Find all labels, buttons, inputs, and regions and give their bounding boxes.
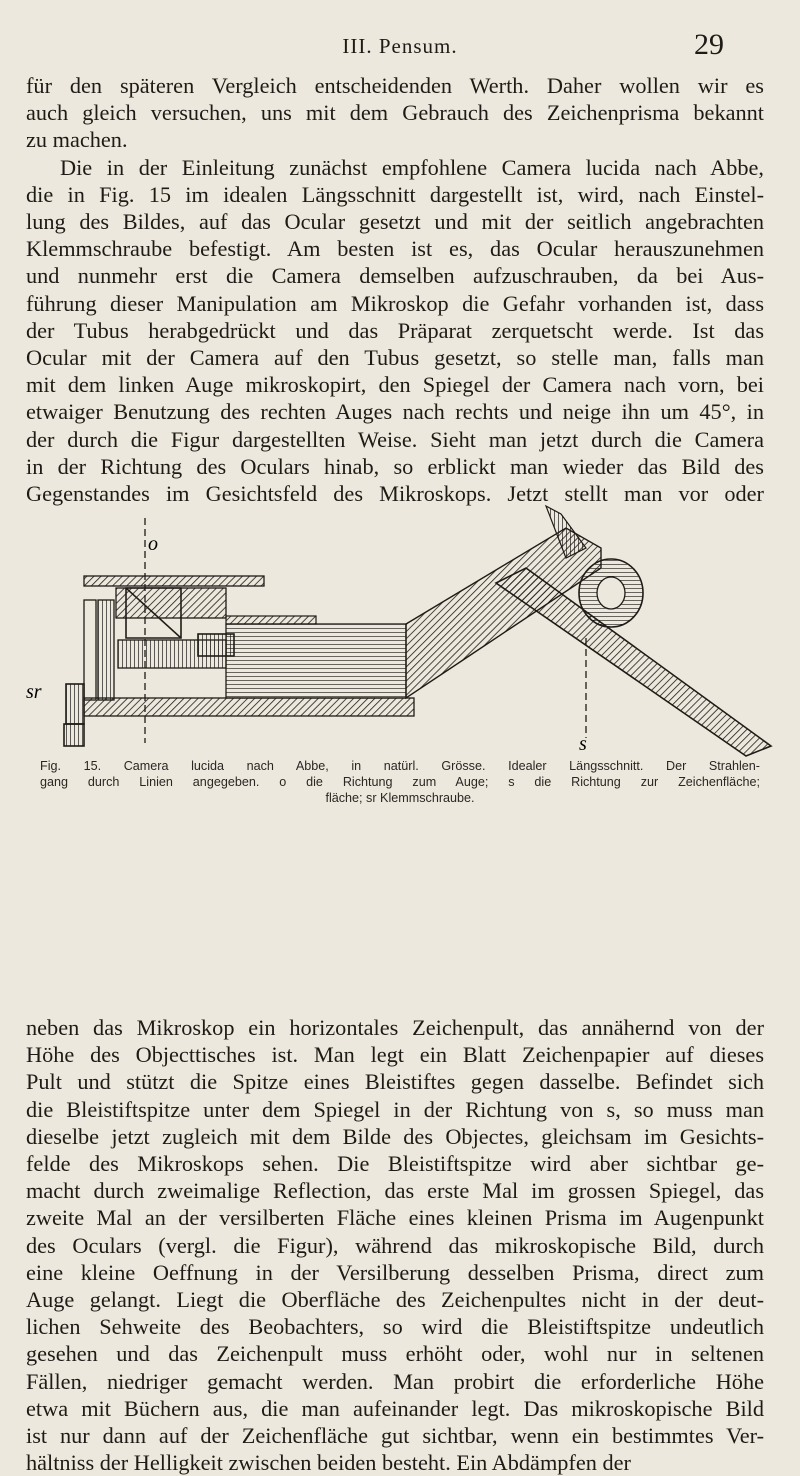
body-text-bottom <box>26 1014 764 1476</box>
text-line: mit dem linken Auge mikroskopirt, den Spiegel der Camera nach vorn, bei <box>26 372 764 398</box>
text-line: lung des Bildes, auf das Ocular gesetzt und mit der seitlich angebrachten <box>26 209 764 235</box>
text-line: macht durch zweimalige Reflection, das erste Mal im grossen Spiegel, das <box>26 1178 764 1204</box>
label-sr: sr <box>26 681 42 703</box>
page-header <box>0 28 800 64</box>
text-line: etwaiger Benutzung des rechten Auges nach rechts und neige ihn um 45°, in <box>26 399 764 425</box>
running-title: III. Pensum. <box>342 34 458 58</box>
arm-top-strip <box>226 616 316 624</box>
text-line: Die in der Einleitung zunächst empfohlene Camera lucida nach Abbe, <box>60 154 764 180</box>
caption-line: gang durch Linien angegeben. o die Richtung zum Auge; s die Richtung zur Zeichenfläche; <box>40 775 760 789</box>
text-line: Klemmschraube befestigt. Am besten ist es, das Ocular herauszunehmen <box>26 236 764 262</box>
ocular-cap <box>116 588 226 618</box>
body-text-top <box>26 72 764 507</box>
text-line: des Oculars (vergl. die Figur), während das mikroskopische Bild, durch <box>26 1232 764 1258</box>
text-line: zweite Mal an der versilberten Fläche eines kleinen Prisma im Augenpunkt <box>26 1205 764 1231</box>
clamp-screw <box>66 684 84 724</box>
text-line: lichen Sehweite des Beobachters, so wird die Bleistiftspitze undeutlich <box>26 1314 764 1340</box>
lower-arm <box>84 698 414 716</box>
text-line: dieselbe jetzt zugleich mit dem Bilde des Objectes, gleichsam im Gesichts- <box>26 1123 764 1149</box>
left-sleeve <box>98 600 114 700</box>
arm-body <box>226 624 406 698</box>
text-line: neben das Mikroskop ein horizontales Zeichenpult, das annähernd von der <box>26 1015 764 1040</box>
label-s: s <box>579 733 587 755</box>
text-line: ist nur dann auf der Zeichenfläche gut sichtbar, wenn ein bestimmtes Ver- <box>26 1423 764 1449</box>
text-line: gesehen und das Zeichenpult muss erhöht oder, wohl nur in seltenen <box>26 1341 764 1367</box>
page-number: 29 <box>694 28 724 61</box>
text-line: felde des Mikroskops sehen. Die Bleistiftspitze wird aber sichtbar ge- <box>26 1151 764 1177</box>
left-wall <box>84 600 96 700</box>
text-line: Fällen, niedriger gemacht werden. Man probirt die erforderliche Höhe <box>26 1368 764 1394</box>
clamp-screw-head <box>64 724 84 746</box>
text-line: die Bleistiftspitze unter dem Spiegel in der Richtung von s, so muss man <box>26 1096 764 1122</box>
figure-caption <box>40 758 760 806</box>
text-line: Gegenstandes im Gesichtsfeld des Mikroskops. Jetzt stellt man vor oder <box>26 481 764 507</box>
text-line: in der Richtung des Oculars hinab, so erblickt man wieder das Bild des <box>26 453 764 479</box>
text-line: eine kleine Oeffnung in der Versilberung desselben Prisma, direct zum <box>26 1259 764 1285</box>
hinge-center <box>597 577 625 609</box>
text-line: hältniss der Helligkeit zwischen beiden besteht. Ein Abdämpfen der <box>26 1450 631 1476</box>
text-line: Höhe des Objecttisches ist. Man legt ein Blatt Zeichenpapier auf dieses <box>26 1042 764 1068</box>
top-plate <box>84 576 264 586</box>
label-o: o <box>148 533 158 555</box>
text-line: zu machen. <box>26 127 128 153</box>
figure-camera-lucida <box>26 488 774 758</box>
caption-line: Fig. 15. Camera lucida nach Abbe, in natürl. Grösse. Idealer Längsschnitt. Der Strahlen- <box>40 759 760 773</box>
text-line: der Tubus herabgedrückt und das Präparat zerquetscht werde. Ist das <box>26 317 764 343</box>
text-line: Auge gelangt. Liegt die Oberfläche des Zeichenpultes nicht in der deut- <box>26 1287 764 1313</box>
text-line: der durch die Figur dargestellten Weise. Sieht man jetzt durch die Camera <box>26 426 764 452</box>
caption-line: fläche; sr Klemmschraube. <box>325 791 475 805</box>
text-line: führung dieser Manipulation am Mikroskop die Gefahr vorhanden ist, dass <box>26 290 764 316</box>
text-line: auch gleich versuchen, uns mit dem Gebrauch des Zeichenprisma bekannt <box>26 100 764 126</box>
text-line: die in Fig. 15 im idealen Längsschnitt dargestellt ist, wird, nach Einstel- <box>26 181 764 207</box>
text-line: und nunmehr erst die Camera demselben aufzuschrauben, da bei Aus- <box>26 263 764 289</box>
text-line: Ocular mit der Camera auf den Tubus gesetzt, so stelle man, falls man <box>26 345 764 371</box>
camera-lucida-illustration <box>26 488 774 758</box>
text-line: Pult und stützt die Spitze eines Bleistiftes gegen dasselbe. Befindet sich <box>26 1069 764 1095</box>
text-line: für den späteren Vergleich entscheidenden Werth. Daher wollen wir es <box>26 73 764 98</box>
text-line: etwa mit Büchern aus, die man aufeinander legt. Das mikroskopische Bild <box>26 1395 764 1421</box>
